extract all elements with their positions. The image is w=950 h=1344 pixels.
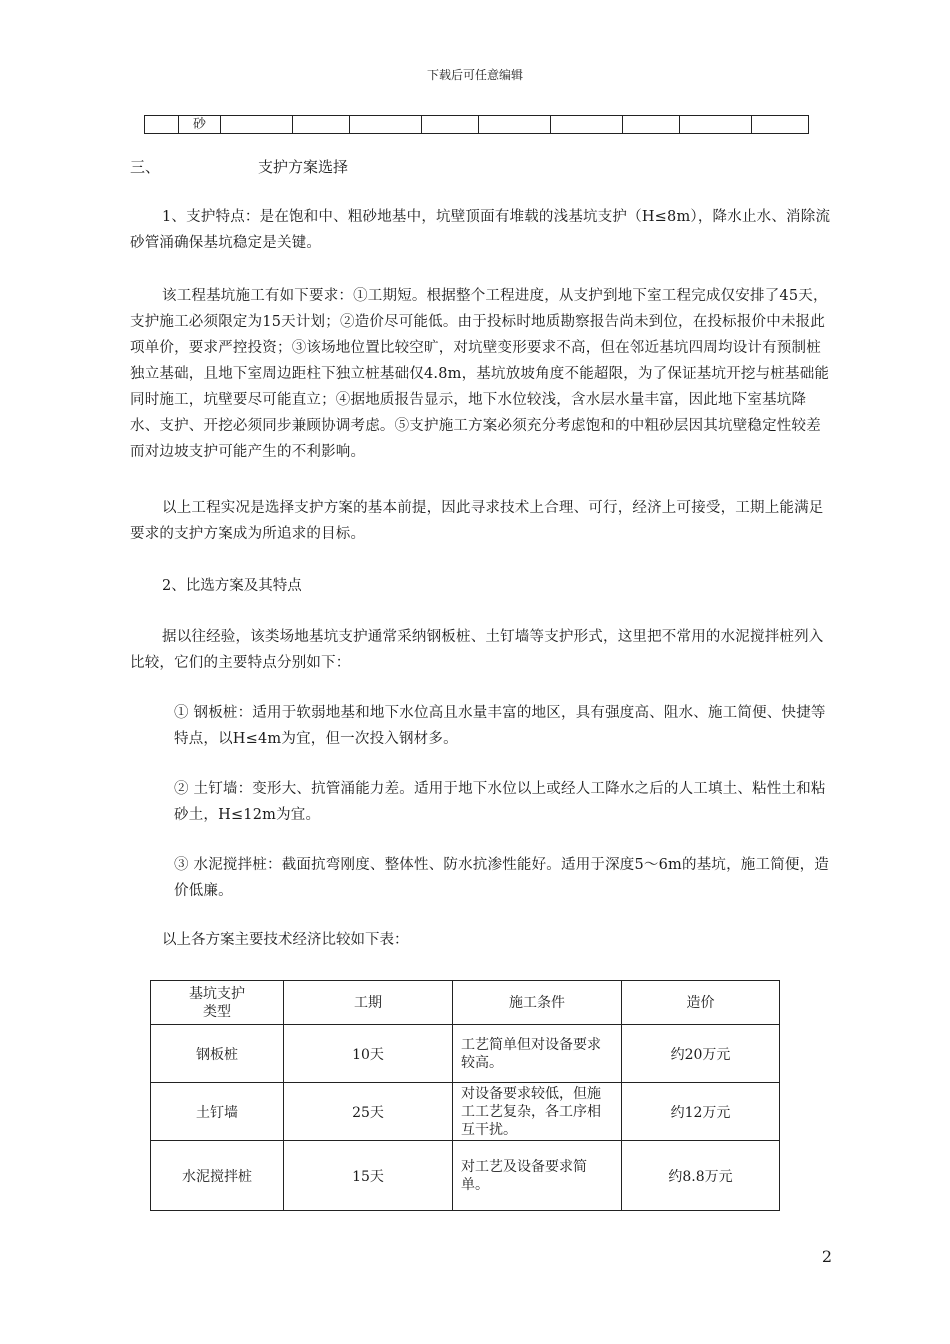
paragraph-requirements (130, 283, 832, 465)
paragraph-premise (130, 495, 832, 547)
table-header-row (151, 981, 780, 1025)
header-condition: 施工条件 (453, 981, 622, 1025)
cell-condition: 对设备要求较低，但施工工艺复杂，各工序相互干扰。 (453, 1083, 622, 1141)
list-item (174, 776, 832, 828)
cell-condition: 工艺简单但对设备要求较高。 (453, 1025, 622, 1083)
table-row (145, 116, 809, 134)
header-type-line2: 类型 (203, 1003, 231, 1020)
header-cost: 造价 (622, 981, 780, 1025)
cell-type: 钢板桩 (151, 1025, 284, 1083)
table-cell (479, 116, 551, 134)
cell-period: 25天 (284, 1083, 453, 1141)
table-intro: 以上各方案主要技术经济比较如下表： (162, 932, 409, 948)
paragraph-text: 该工程基坑施工有如下要求：①工期短。根据整个工程进度，从支护到地下室工程完成仅安排了45天，支护施工必须限定为15天计划；②造价尽可能低。由于投标时地质勘察报告尚未到位，在投标报价中未报此项单价，要求严控投资；③该场地位置比较空旷，对坑壁变形要求不高，但在邻近基坑四周均设计有预制桩独立基础，且地下室周边距柱下独立桩基础仅4.8m，基坑放坡角度不能超限，为了保证基坑开挖与桩基础能同时施工，坑壁要尽可能直立；④据地质报告显示，地下水位较浅，含水层水量丰富，因此地下室基坑降水、支护、开挖必须同步兼顾协调考虑。⑤支护施工方案必须充分考虑饱和的中粗砂层因其坑壁稳定性较差而对边坡支护可能产生的不利影响。 (130, 288, 830, 460)
paragraph-text: 据以往经验，该类场地基坑支护通常采纳钢板桩、土钉墙等支护形式，这里把不常用的水泥搅拌桩列入比较，它们的主要特点分别如下： (130, 629, 824, 671)
section-number: 三、 (130, 158, 161, 176)
list-item-text: ② 土钉墙：变形大、抗管涌能力差。适用于地下水位以上或经人工降水之后的人工填土、粘性土和粘砂土，H≤12m为宜。 (174, 781, 826, 823)
list-item-text: ③ 水泥搅拌桩：截面抗弯刚度、整体性、防水抗渗性能好。适用于深度5～6m的基坑，施工简便，造价低廉。 (174, 857, 830, 899)
table-cell (680, 116, 752, 134)
subsection-heading: 2、比选方案及其特点 (162, 578, 302, 594)
cell-type: 水泥搅拌桩 (151, 1141, 284, 1211)
header-period: 工期 (284, 981, 453, 1025)
cell-cost: 约8.8万元 (622, 1141, 780, 1211)
list-item (174, 700, 832, 752)
cell-cost: 约20万元 (622, 1025, 780, 1083)
cell-cost: 约12万元 (622, 1083, 780, 1141)
table-row (151, 1083, 780, 1141)
paragraph-text: 1、支护特点：是在饱和中、粗砂地基中，坑壁顶面有堆载的浅基坑支护（H≤8m），降水止水、消除流砂管涌确保基坑稳定是关键。 (130, 209, 831, 251)
paragraph-experience (130, 624, 832, 676)
top-table-fragment (144, 115, 809, 134)
table-cell (350, 116, 422, 134)
paragraph-support-features (130, 204, 832, 256)
cell-condition: 对工艺及设备要求简单。 (453, 1141, 622, 1211)
page-header: 下载后可任意编辑 (426, 68, 523, 82)
table-cell (221, 116, 293, 134)
table-cell: 砂 (179, 116, 221, 134)
cell-period: 10天 (284, 1025, 453, 1083)
list-item-text: ① 钢板桩：适用于软弱地基和地下水位高且水量丰富的地区，具有强度高、阻水、施工简便、快捷等特点，以H≤4m为宜，但一次投入钢材多。 (174, 705, 826, 747)
page-number: 2 (821, 1247, 832, 1266)
table-cell (293, 116, 350, 134)
table-cell (752, 116, 809, 134)
header-type (151, 981, 284, 1025)
table-cell (551, 116, 623, 134)
table-row (151, 1141, 780, 1211)
list-item (174, 852, 832, 904)
cell-period: 15天 (284, 1141, 453, 1211)
table-cell (422, 116, 479, 134)
table-cell (145, 116, 179, 134)
comparison-table (150, 980, 780, 1211)
section-title: 支护方案选择 (258, 158, 349, 176)
table-cell (623, 116, 680, 134)
header-type-line1: 基坑支护 (189, 985, 245, 1002)
table-row (151, 1025, 780, 1083)
cell-type: 土钉墙 (151, 1083, 284, 1141)
paragraph-text: 以上工程实况是选择支护方案的基本前提，因此寻求技术上合理、可行，经济上可接受，工期上能满足要求的支护方案成为所追求的目标。 (130, 500, 824, 542)
